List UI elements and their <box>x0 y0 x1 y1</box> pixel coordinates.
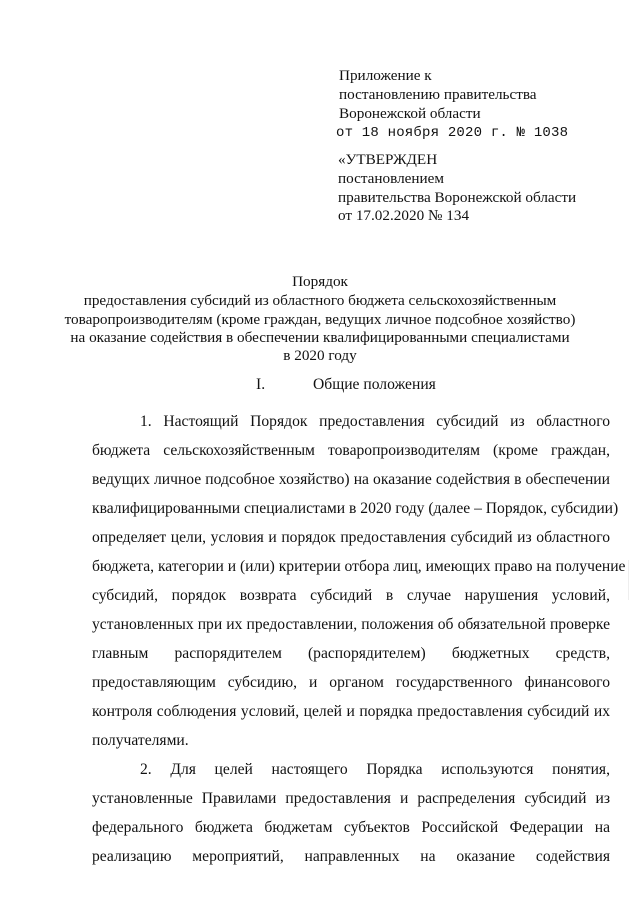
appendix-date-number: от 18 ноября 2020 г. № 1038 <box>336 125 569 141</box>
title-line-5: в 2020 году <box>283 347 357 364</box>
body-line: реализацию мероприятий, направленных на оказание содействия <box>92 848 610 865</box>
body-line: 1. Настоящий Порядок предоставления субсидий из областного <box>140 413 610 430</box>
body-line: бюджета, категории и (или) критерии отбора лиц, имеющих право на получение <box>92 558 626 575</box>
appendix-line-1: Приложение к <box>339 67 432 84</box>
title-line-1: Порядок <box>292 273 348 290</box>
body-line: главным распорядителем (распорядителем) бюджетных средств, <box>92 645 610 662</box>
title-line-3: товаропроизводителям (кроме граждан, ведущих личное подсобное хозяйство) <box>64 311 576 328</box>
body-line: субсидий, порядок возврата субсидий в случае нарушения условий, <box>92 587 610 604</box>
body-line: контроля соблюдения условий, целей и порядка предоставления субсидий их <box>92 703 610 720</box>
body-line: получателями. <box>92 732 189 749</box>
section-heading: Общие положения <box>313 376 436 393</box>
approved-line-1: «УТВЕРЖДЕН <box>338 151 438 168</box>
section-number: I. <box>256 376 266 393</box>
appendix-line-2: постановлению правительства <box>339 86 537 103</box>
approved-line-4: от 17.02.2020 № 134 <box>338 207 470 224</box>
appendix-line-3: Воронежской области <box>339 105 481 122</box>
body-line: 2. Для целей настоящего Порядка используются понятия, <box>140 761 610 778</box>
approved-line-2: постановлением <box>338 170 445 187</box>
body-line: квалифицированными специалистами в 2020 году (далее – Порядок, субсидии) <box>92 500 619 517</box>
body-line: установленных при их предоставлении, положения об обязательной проверке <box>92 616 610 633</box>
body-line: предоставляющим субсидию, и органом государственного финансового <box>92 674 610 691</box>
body-line: ведущих личное подсобное хозяйство) на оказание содействия в обеспечении <box>92 471 610 488</box>
body-line: установленные Правилами предоставления и распределения субсидий из <box>92 790 610 807</box>
body-line: бюджета сельскохозяйственным товаропроизводителям (кроме граждан, <box>92 442 610 459</box>
approved-line-3: правительства Воронежской области <box>338 189 577 206</box>
body-line: федерального бюджета бюджетам субъектов Российской Федерации на <box>92 819 610 836</box>
body-line: определяет цели, условия и порядок предоставления субсидий из областного <box>92 529 610 546</box>
title-line-4: на оказание содействия в обеспечении квалифицированными специалистами <box>70 329 570 346</box>
scan-edge-mark <box>628 560 629 600</box>
title-line-2: предоставления субсидий из областного бюджета сельскохозяйственным <box>83 292 557 309</box>
